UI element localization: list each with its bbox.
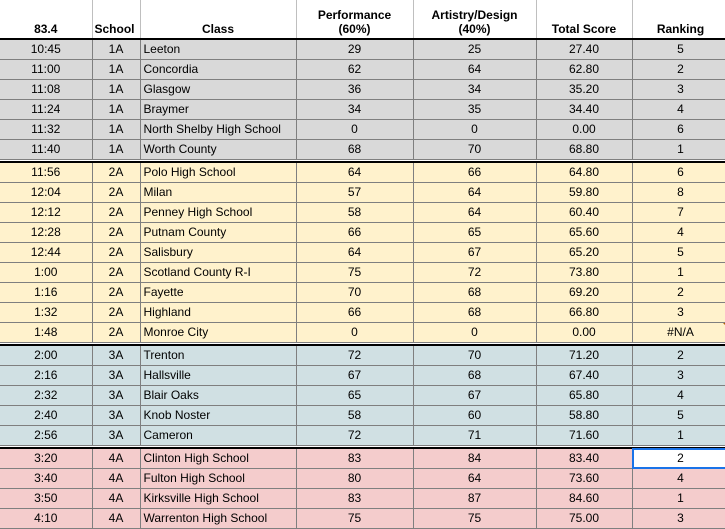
cell-performance[interactable]: 72 — [296, 345, 413, 366]
table-row — [0, 448, 725, 469]
cell-artistry[interactable]: 68 — [413, 366, 536, 386]
cell-ranking[interactable]: 1 — [632, 489, 725, 509]
cell-performance[interactable]: 36 — [296, 80, 413, 100]
cell-class[interactable]: 3A — [92, 426, 140, 446]
cell-artistry[interactable]: 60 — [413, 406, 536, 426]
cell-school[interactable]: Monroe City — [140, 323, 296, 343]
cell-time[interactable]: 2:00 — [0, 345, 92, 366]
table-row — [0, 80, 725, 100]
table-row — [0, 140, 725, 160]
table-row — [0, 469, 725, 489]
cell-artistry[interactable]: 64 — [413, 183, 536, 203]
table-row — [0, 323, 725, 343]
cell-total-score[interactable]: 34.40 — [536, 100, 632, 120]
cell-time[interactable]: 10:45 — [0, 39, 92, 60]
cell-ranking[interactable]: #N/A — [632, 323, 725, 343]
cell-total-score[interactable]: 0.00 — [536, 323, 632, 343]
cell-time[interactable]: 1:48 — [0, 323, 92, 343]
header-class[interactable]: Class — [140, 0, 296, 39]
cell-time[interactable]: 11:08 — [0, 80, 92, 100]
cell-school[interactable]: Blair Oaks — [140, 386, 296, 406]
cell-class[interactable]: 1A — [92, 120, 140, 140]
cell-artistry[interactable]: 68 — [413, 283, 536, 303]
table-row — [0, 303, 725, 323]
cell-time[interactable]: 12:12 — [0, 203, 92, 223]
cell-class[interactable]: 3A — [92, 366, 140, 386]
cell-class[interactable]: 1A — [92, 60, 140, 80]
cell-time[interactable]: 11:00 — [0, 60, 92, 80]
cell-ranking[interactable]: 7 — [632, 203, 725, 223]
cell-artistry[interactable]: 67 — [413, 386, 536, 406]
cell-school[interactable]: North Shelby High School — [140, 120, 296, 140]
cell-ranking[interactable]: 2 — [632, 345, 725, 366]
cell-time[interactable]: 2:32 — [0, 386, 92, 406]
cell-ranking[interactable]: 6 — [632, 162, 725, 183]
cell-ranking[interactable]: 4 — [632, 223, 725, 243]
cell-total-score[interactable]: 65.80 — [536, 386, 632, 406]
header-total-score[interactable]: Total Score — [536, 0, 632, 39]
cell-time[interactable]: 2:40 — [0, 406, 92, 426]
cell-school[interactable]: Glasgow — [140, 80, 296, 100]
cell-total-score[interactable]: 71.20 — [536, 345, 632, 366]
cell-class[interactable]: 2A — [92, 243, 140, 263]
cell-time[interactable]: 1:16 — [0, 283, 92, 303]
cell-total-score[interactable]: 71.60 — [536, 426, 632, 446]
cell-total-score[interactable]: 75.00 — [536, 509, 632, 529]
cell-time[interactable]: 12:28 — [0, 223, 92, 243]
cell-class[interactable]: 2A — [92, 323, 140, 343]
cell-total-score[interactable]: 59.80 — [536, 183, 632, 203]
cell-total-score[interactable]: 73.80 — [536, 263, 632, 283]
cell-ranking[interactable]: 4 — [632, 100, 725, 120]
cell-school[interactable]: Milan — [140, 183, 296, 203]
cell-total-score[interactable]: 69.20 — [536, 283, 632, 303]
cell-ranking[interactable]: 5 — [632, 243, 725, 263]
header-artistry[interactable] — [413, 0, 536, 39]
cell-time[interactable]: 4:10 — [0, 509, 92, 529]
cell-performance[interactable]: 62 — [296, 60, 413, 80]
cell-time[interactable]: 11:24 — [0, 100, 92, 120]
cell-school[interactable]: Concordia — [140, 60, 296, 80]
cell-artistry[interactable]: 71 — [413, 426, 536, 446]
header-ranking[interactable]: Ranking — [632, 0, 725, 39]
header-performance-line1: Performance — [318, 8, 391, 22]
table-row — [0, 243, 725, 263]
cell-class[interactable]: 2A — [92, 263, 140, 283]
cell-class[interactable]: 1A — [92, 80, 140, 100]
cell-artistry[interactable]: 25 — [413, 39, 536, 60]
cell-ranking[interactable]: 3 — [632, 303, 725, 323]
cell-total-score[interactable]: 65.20 — [536, 243, 632, 263]
cell-time[interactable]: 11:40 — [0, 140, 92, 160]
cell-class[interactable]: 1A — [92, 140, 140, 160]
cell-ranking[interactable]: 8 — [632, 183, 725, 203]
header-performance-line2: (60%) — [338, 22, 370, 36]
cell-ranking[interactable]: 3 — [632, 80, 725, 100]
cell-artistry[interactable]: 65 — [413, 223, 536, 243]
cell-artistry[interactable]: 75 — [413, 509, 536, 529]
cell-class[interactable]: 1A — [92, 39, 140, 60]
cell-performance[interactable]: 75 — [296, 263, 413, 283]
cell-class[interactable]: 2A — [92, 303, 140, 323]
cell-time[interactable]: 3:20 — [0, 448, 92, 469]
cell-class[interactable]: 1A — [92, 100, 140, 120]
table-row — [0, 283, 725, 303]
cell-artistry[interactable]: 68 — [413, 303, 536, 323]
table-row — [0, 406, 725, 426]
cell-class[interactable]: 4A — [92, 448, 140, 469]
cell-school[interactable]: Polo High School — [140, 162, 296, 183]
cell-performance[interactable]: 58 — [296, 203, 413, 223]
cell-artistry[interactable]: 70 — [413, 345, 536, 366]
cell-school[interactable]: Warrenton High School — [140, 509, 296, 529]
cell-ranking[interactable]: 3 — [632, 509, 725, 529]
cell-time[interactable]: 11:32 — [0, 120, 92, 140]
cell-ranking[interactable]: 1 — [632, 263, 725, 283]
table-row — [0, 509, 725, 529]
cell-total-score[interactable]: 62.80 — [536, 60, 632, 80]
cell-performance[interactable]: 65 — [296, 386, 413, 406]
table-row — [0, 162, 725, 183]
cell-artistry[interactable]: 0 — [413, 120, 536, 140]
cell-performance[interactable]: 75 — [296, 509, 413, 529]
table-row — [0, 183, 725, 203]
cell-artistry[interactable]: 64 — [413, 60, 536, 80]
cell-school[interactable]: Clinton High School — [140, 448, 296, 469]
cell-school[interactable]: Braymer — [140, 100, 296, 120]
table-row — [0, 60, 725, 80]
cell-ranking[interactable]: 5 — [632, 39, 725, 60]
cell-class[interactable]: 3A — [92, 345, 140, 366]
cell-total-score[interactable]: 60.40 — [536, 203, 632, 223]
cell-performance[interactable]: 0 — [296, 323, 413, 343]
cell-ranking[interactable]: 2 — [632, 448, 725, 469]
cell-ranking[interactable]: 2 — [632, 283, 725, 303]
cell-performance[interactable]: 0 — [296, 120, 413, 140]
cell-performance[interactable]: 64 — [296, 243, 413, 263]
cell-total-score[interactable]: 73.60 — [536, 469, 632, 489]
cell-artistry[interactable]: 64 — [413, 469, 536, 489]
cell-time[interactable]: 3:40 — [0, 469, 92, 489]
cell-class[interactable]: 3A — [92, 386, 140, 406]
cell-artistry[interactable]: 72 — [413, 263, 536, 283]
cell-class[interactable]: 2A — [92, 283, 140, 303]
cell-time[interactable]: 1:32 — [0, 303, 92, 323]
cell-performance[interactable]: 83 — [296, 448, 413, 469]
cell-ranking[interactable]: 3 — [632, 366, 725, 386]
cell-performance[interactable]: 83 — [296, 489, 413, 509]
cell-school[interactable]: Fulton High School — [140, 469, 296, 489]
cell-total-score[interactable]: 67.40 — [536, 366, 632, 386]
cell-total-score[interactable]: 65.60 — [536, 223, 632, 243]
cell-performance[interactable]: 80 — [296, 469, 413, 489]
table-row — [0, 386, 725, 406]
cell-ranking[interactable]: 1 — [632, 140, 725, 160]
header-artistry-line1: Artistry/Design — [431, 8, 517, 22]
cell-ranking[interactable]: 1 — [632, 426, 725, 446]
cell-class[interactable]: 4A — [92, 469, 140, 489]
table-row — [0, 345, 725, 366]
cell-time[interactable]: 11:56 — [0, 162, 92, 183]
cell-ranking[interactable]: 6 — [632, 120, 725, 140]
cell-school[interactable]: Knob Noster — [140, 406, 296, 426]
cell-school[interactable]: Worth County — [140, 140, 296, 160]
cell-time[interactable]: 2:16 — [0, 366, 92, 386]
cell-school[interactable]: Cameron — [140, 426, 296, 446]
cell-time[interactable]: 1:00 — [0, 263, 92, 283]
table-row — [0, 223, 725, 243]
header-artistry-line2: (40%) — [458, 22, 490, 36]
cell-school[interactable]: Fayette — [140, 283, 296, 303]
cell-class[interactable]: 2A — [92, 183, 140, 203]
cell-ranking[interactable]: 4 — [632, 469, 725, 489]
cell-performance[interactable]: 58 — [296, 406, 413, 426]
cell-artistry[interactable]: 0 — [413, 323, 536, 343]
cell-performance[interactable]: 57 — [296, 183, 413, 203]
cell-artistry[interactable]: 84 — [413, 448, 536, 469]
table-row — [0, 39, 725, 60]
cell-performance[interactable]: 67 — [296, 366, 413, 386]
cell-time[interactable]: 2:56 — [0, 426, 92, 446]
cell-school[interactable]: Hallsville — [140, 366, 296, 386]
cell-total-score[interactable]: 35.20 — [536, 80, 632, 100]
cell-artistry[interactable]: 34 — [413, 80, 536, 100]
table-row — [0, 203, 725, 223]
header-school[interactable]: School — [92, 0, 140, 39]
cell-school[interactable]: Scotland County R-I — [140, 263, 296, 283]
cell-school[interactable]: Salisbury — [140, 243, 296, 263]
cell-class[interactable]: 2A — [92, 203, 140, 223]
cell-time[interactable]: 12:44 — [0, 243, 92, 263]
cell-class[interactable]: 3A — [92, 406, 140, 426]
cell-school[interactable]: Leeton — [140, 39, 296, 60]
cell-performance[interactable]: 34 — [296, 100, 413, 120]
table-row — [0, 489, 725, 509]
cell-ranking[interactable]: 5 — [632, 406, 725, 426]
cell-school[interactable]: Penney High School — [140, 203, 296, 223]
cell-total-score[interactable]: 58.80 — [536, 406, 632, 426]
cell-performance[interactable]: 66 — [296, 303, 413, 323]
cell-class[interactable]: 4A — [92, 509, 140, 529]
cell-class[interactable]: 2A — [92, 223, 140, 243]
cell-school[interactable]: Highland — [140, 303, 296, 323]
cell-school[interactable]: Kirksville High School — [140, 489, 296, 509]
cell-total-score[interactable]: 83.40 — [536, 448, 632, 469]
cell-total-score[interactable]: 66.80 — [536, 303, 632, 323]
cell-performance[interactable]: 72 — [296, 426, 413, 446]
cell-artistry[interactable]: 67 — [413, 243, 536, 263]
cell-time[interactable]: 3:50 — [0, 489, 92, 509]
cell-total-score[interactable]: 27.40 — [536, 39, 632, 60]
cell-performance[interactable]: 68 — [296, 140, 413, 160]
cell-artistry[interactable]: 35 — [413, 100, 536, 120]
cell-class[interactable]: 2A — [92, 162, 140, 183]
cell-artistry[interactable]: 87 — [413, 489, 536, 509]
header-row — [0, 0, 725, 39]
table-row — [0, 120, 725, 140]
table-row — [0, 426, 725, 446]
cell-total-score[interactable]: 64.80 — [536, 162, 632, 183]
cell-total-score[interactable]: 84.60 — [536, 489, 632, 509]
cell-total-score[interactable]: 0.00 — [536, 120, 632, 140]
cell-school[interactable]: Putnam County — [140, 223, 296, 243]
cell-artistry[interactable]: 66 — [413, 162, 536, 183]
cell-performance[interactable]: 64 — [296, 162, 413, 183]
cell-artistry[interactable]: 64 — [413, 203, 536, 223]
cell-total-score[interactable]: 68.80 — [536, 140, 632, 160]
cell-performance[interactable]: 29 — [296, 39, 413, 60]
table-row — [0, 366, 725, 386]
table-row — [0, 100, 725, 120]
cell-ranking[interactable]: 4 — [632, 386, 725, 406]
cell-performance[interactable]: 70 — [296, 283, 413, 303]
header-performance[interactable] — [296, 0, 413, 39]
cell-class[interactable]: 4A — [92, 489, 140, 509]
header-time[interactable]: 83.4 — [0, 0, 92, 39]
cell-performance[interactable]: 66 — [296, 223, 413, 243]
table-row — [0, 263, 725, 283]
cell-artistry[interactable]: 70 — [413, 140, 536, 160]
cell-school[interactable]: Trenton — [140, 345, 296, 366]
cell-time[interactable]: 12:04 — [0, 183, 92, 203]
cell-ranking[interactable]: 2 — [632, 60, 725, 80]
